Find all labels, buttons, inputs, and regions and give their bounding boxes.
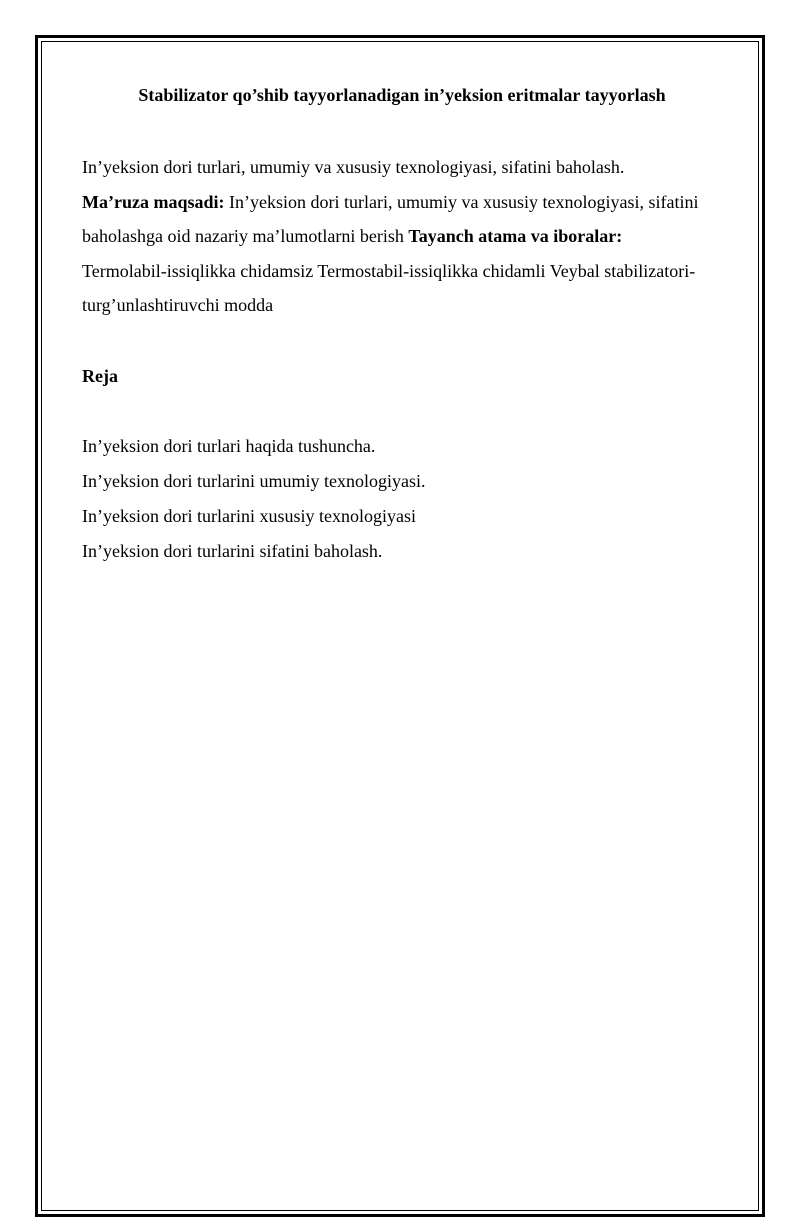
intro-paragraph (82, 150, 722, 323)
terms-text: Termolabil-issiqlikka chidamsiz Termostabil-issiqlikka chidamli Veybal stabilizatori- turg’unlashtiruvchi modda (82, 260, 696, 315)
terms-label: Tayanch atama va iboralar: (408, 226, 623, 246)
document-title: Stabilizator qo’shib tayyorlanadigan in’yeksion eritmalar tayyorlash (138, 85, 666, 105)
intro-text: In’yeksion dori turlari, umumiy va xususiy texnologiyasi, sifatini baholash. (82, 157, 625, 177)
plan-heading: Reja (82, 365, 118, 386)
plan-item: In’yeksion dori turlarini umumiy texnologiyasi. (82, 471, 426, 491)
plan-item: In’yeksion dori turlarini sifatini baholash. (82, 541, 383, 561)
goal-text: In’yeksion dori turlari, umumiy va xususiy texnologiyasi, sifatini baholashga oid nazariy ma’lumotlarni berish (82, 191, 699, 246)
plan-item: In’yeksion dori turlari haqida tushuncha. (82, 436, 376, 456)
plan-item: In’yeksion dori turlarini xususiy texnologiyasi (82, 506, 416, 526)
goal-label: Ma’ruza maqsadi: (82, 191, 225, 212)
document-body (82, 80, 722, 569)
plan-list (82, 429, 722, 569)
